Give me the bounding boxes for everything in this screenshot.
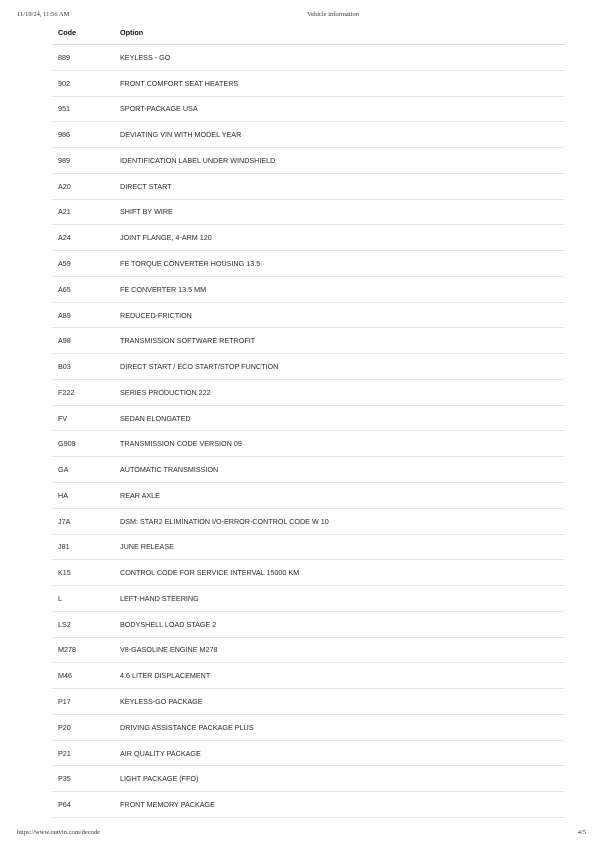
option-code: M46 (58, 671, 72, 681)
option-description: SEDAN ELONGATED (120, 413, 191, 423)
option-description: CONTROL CODE FOR SERVICE INTERVAL 15000 KM (120, 568, 300, 578)
option-code: F222 (58, 387, 75, 397)
page-url: https://www.outvin.com/decode (17, 829, 100, 836)
option-description: KEYLESS-GO PACKAGE (120, 697, 203, 707)
option-code: A65 (58, 284, 71, 294)
option-description: TRANSMISSION SOFTWARE RETROFIT (120, 336, 256, 346)
option-description: LIGHT PACKAGE (FFO) (120, 774, 199, 784)
option-description: DIRECT START (120, 181, 172, 191)
table-row (52, 560, 565, 586)
table-row (52, 792, 565, 818)
option-code: J7A (58, 516, 71, 526)
table-row (52, 200, 565, 226)
option-description: FE CONVERTER 13.5 MM (120, 284, 207, 294)
option-description: DEVIATING VIN WITH MODEL YEAR (120, 130, 242, 140)
table-row (52, 148, 565, 174)
table-row (52, 741, 565, 767)
option-code: A89 (58, 310, 71, 320)
option-code: A59 (58, 259, 71, 268)
table-row (52, 509, 565, 535)
option-description: DIRECT START / ECO START/STOP FUNCTION (120, 362, 279, 372)
table-row (52, 431, 565, 457)
option-code: GA (58, 465, 69, 475)
option-code: M278 (58, 645, 76, 655)
option-description: KEYLESS - GO (120, 52, 171, 62)
option-code: 902 (58, 78, 70, 88)
option-description: REAR AXLE (120, 490, 160, 500)
option-code: P64 (58, 800, 71, 810)
table-row (52, 122, 565, 148)
table-body (52, 45, 565, 818)
option-description: REDUCED-FRICTION (120, 310, 192, 320)
table-row (52, 483, 565, 509)
table-row (52, 328, 565, 354)
table-row (52, 535, 565, 561)
option-description: FRONT COMFORT SEAT HEATERS (120, 78, 239, 88)
option-description: AIR QUALITY PACKAGE (120, 748, 201, 758)
table-row (52, 457, 565, 483)
option-code: P20 (58, 722, 71, 732)
table-row (52, 612, 565, 638)
option-description: SHIFT BY WIRE (120, 207, 173, 217)
option-description: JUNE RELEASE (120, 542, 174, 552)
table-row (52, 354, 565, 380)
table-row (52, 277, 565, 303)
option-code: A98 (58, 336, 71, 346)
option-description: DSM: STAR2 ELIMINATION I/O-ERROR-CONTROL CODE W 10 (120, 516, 329, 526)
option-code: P35 (58, 774, 71, 784)
option-code: A21 (58, 207, 71, 217)
table-row (52, 303, 565, 329)
option-description: DRIVING ASSISTANCE PACKAGE PLUS (120, 722, 254, 732)
table-row (52, 663, 565, 689)
option-description: JOINT FLANGE, 4-ARM 120 (120, 233, 212, 243)
table-row (52, 586, 565, 612)
option-description: LEFT-HAND STEERING (120, 593, 199, 603)
table-row (52, 766, 565, 792)
option-code: P17 (58, 697, 71, 707)
options-table (52, 20, 565, 818)
table-row (52, 689, 565, 715)
option-code: A20 (58, 181, 71, 191)
option-code: 951 (58, 104, 70, 114)
table-row (52, 406, 565, 432)
option-code: L (58, 593, 62, 603)
option-description: SPORT-PACKAGE USA (120, 104, 198, 114)
option-code: 989 (58, 155, 70, 165)
option-description: BODYSHELL LOAD STAGE 2 (120, 619, 217, 629)
column-header-option: Option (120, 27, 144, 37)
table-row (52, 174, 565, 200)
table-row (52, 225, 565, 251)
option-description: 4.6 LITER DISPLACEMENT (120, 671, 211, 681)
page-number: 4/5 (577, 829, 586, 836)
table-row (52, 715, 565, 741)
table-header-row (52, 20, 565, 45)
option-code: 889 (58, 52, 70, 62)
print-datetime: 11/19/24, 11:56 AM (17, 11, 70, 18)
option-code: FV (58, 413, 68, 423)
table-row (52, 251, 565, 277)
option-description: FE TORQUE CONVERTER HOUSING 13.5 (120, 259, 261, 268)
page-title: Vehicle information (307, 11, 359, 18)
table-row (52, 71, 565, 97)
option-code: 986 (58, 130, 70, 140)
option-code: J81 (58, 542, 70, 552)
option-code: K15 (58, 568, 71, 578)
table-row (52, 638, 565, 664)
option-description: TRANSMISSION CODE VERSION 09 (120, 439, 242, 449)
option-description: FRONT MEMORY PACKAGE (120, 800, 215, 810)
table-row (52, 45, 565, 71)
option-code: P21 (58, 748, 71, 758)
option-description: AUTOMATIC TRANSMISSION (120, 465, 219, 475)
option-code: A24 (58, 233, 71, 243)
option-code: G909 (58, 439, 76, 449)
option-code: HA (58, 490, 68, 500)
table-row (52, 380, 565, 406)
option-code: LS2 (58, 619, 71, 629)
option-code: B03 (58, 362, 71, 372)
option-description: V8-GASOLINE ENGINE M278 (120, 645, 218, 655)
option-description: SERIES PRODUCTION 222 (120, 387, 211, 397)
option-description: IDENTIFICATION LABEL UNDER WINDSHIELD (120, 155, 276, 165)
column-header-code: Code (58, 27, 76, 37)
table-row (52, 97, 565, 123)
